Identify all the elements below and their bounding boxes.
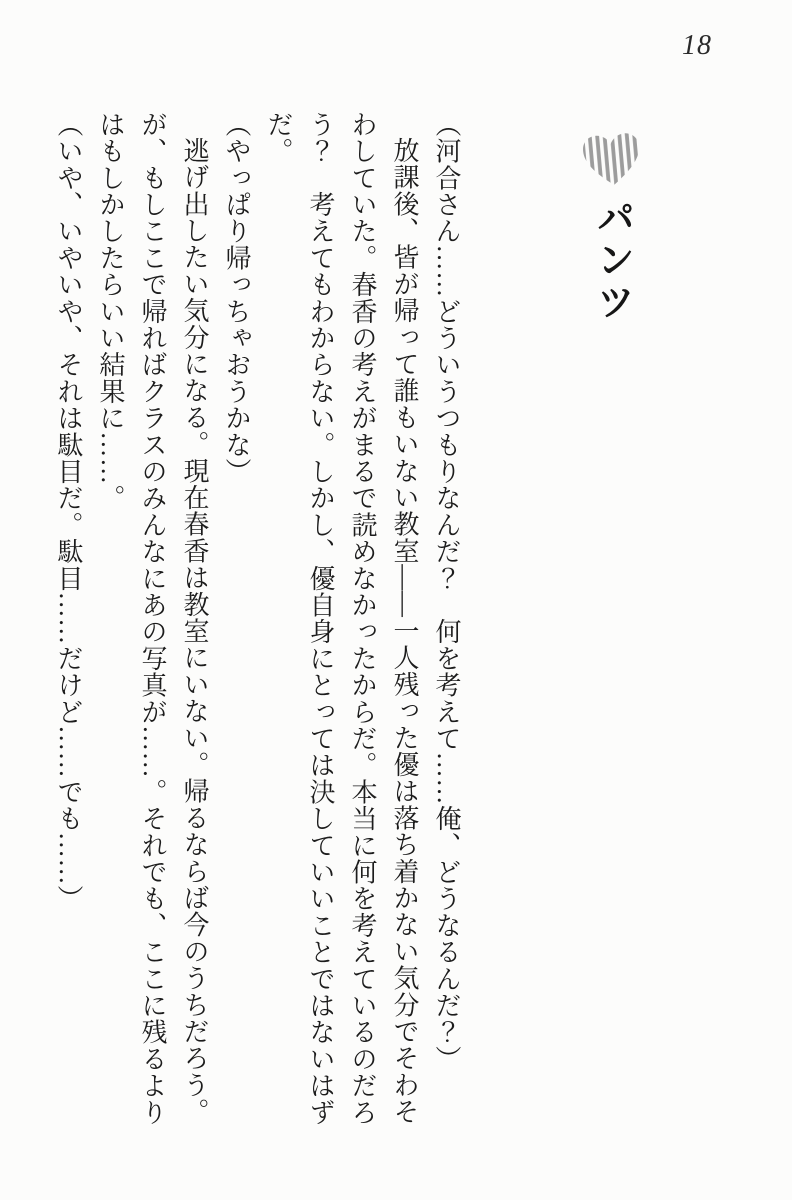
page-number: 18 [682, 30, 712, 61]
text-column: 逃げ出したい気分になる。現在春香は教室にいない。帰るならば今のうちだろう。 [180, 137, 209, 1125]
text-column: （いや、いやいや、それは駄目だ。駄目……だけど……でも……） [54, 111, 83, 912]
text-column: 放課後、皆が帰って誰もいない教室――一人残った優は落ち着かない気分でそわそ [390, 137, 419, 1125]
chapter-title: パンツ [590, 198, 633, 324]
text-column: （やっぱり帰っちゃおうかな） [222, 111, 251, 485]
text-column: はもしかしたらいい結果に……。 [96, 111, 125, 512]
text-column: う？ 考えてもわからない。しかし、優自身にとっては決していいことではないはず [306, 111, 335, 1126]
text-column: だ。 [264, 111, 293, 165]
striped-heart-icon [581, 132, 643, 188]
chapter-heading [572, 132, 652, 324]
body-text [47, 111, 467, 1133]
text-column: （河合さん……どういうつもりなんだ？ 何を考えて……俺、どうなるんだ？） [432, 111, 461, 1073]
text-column: わしていた。春香の考えがまるで読めなかったからだ。本当に何を考えているのだろ [348, 111, 377, 1126]
text-column: が、もしここで帰ればクラスのみんなにあの写真が……。それでも、ここに残るより [138, 111, 167, 1126]
